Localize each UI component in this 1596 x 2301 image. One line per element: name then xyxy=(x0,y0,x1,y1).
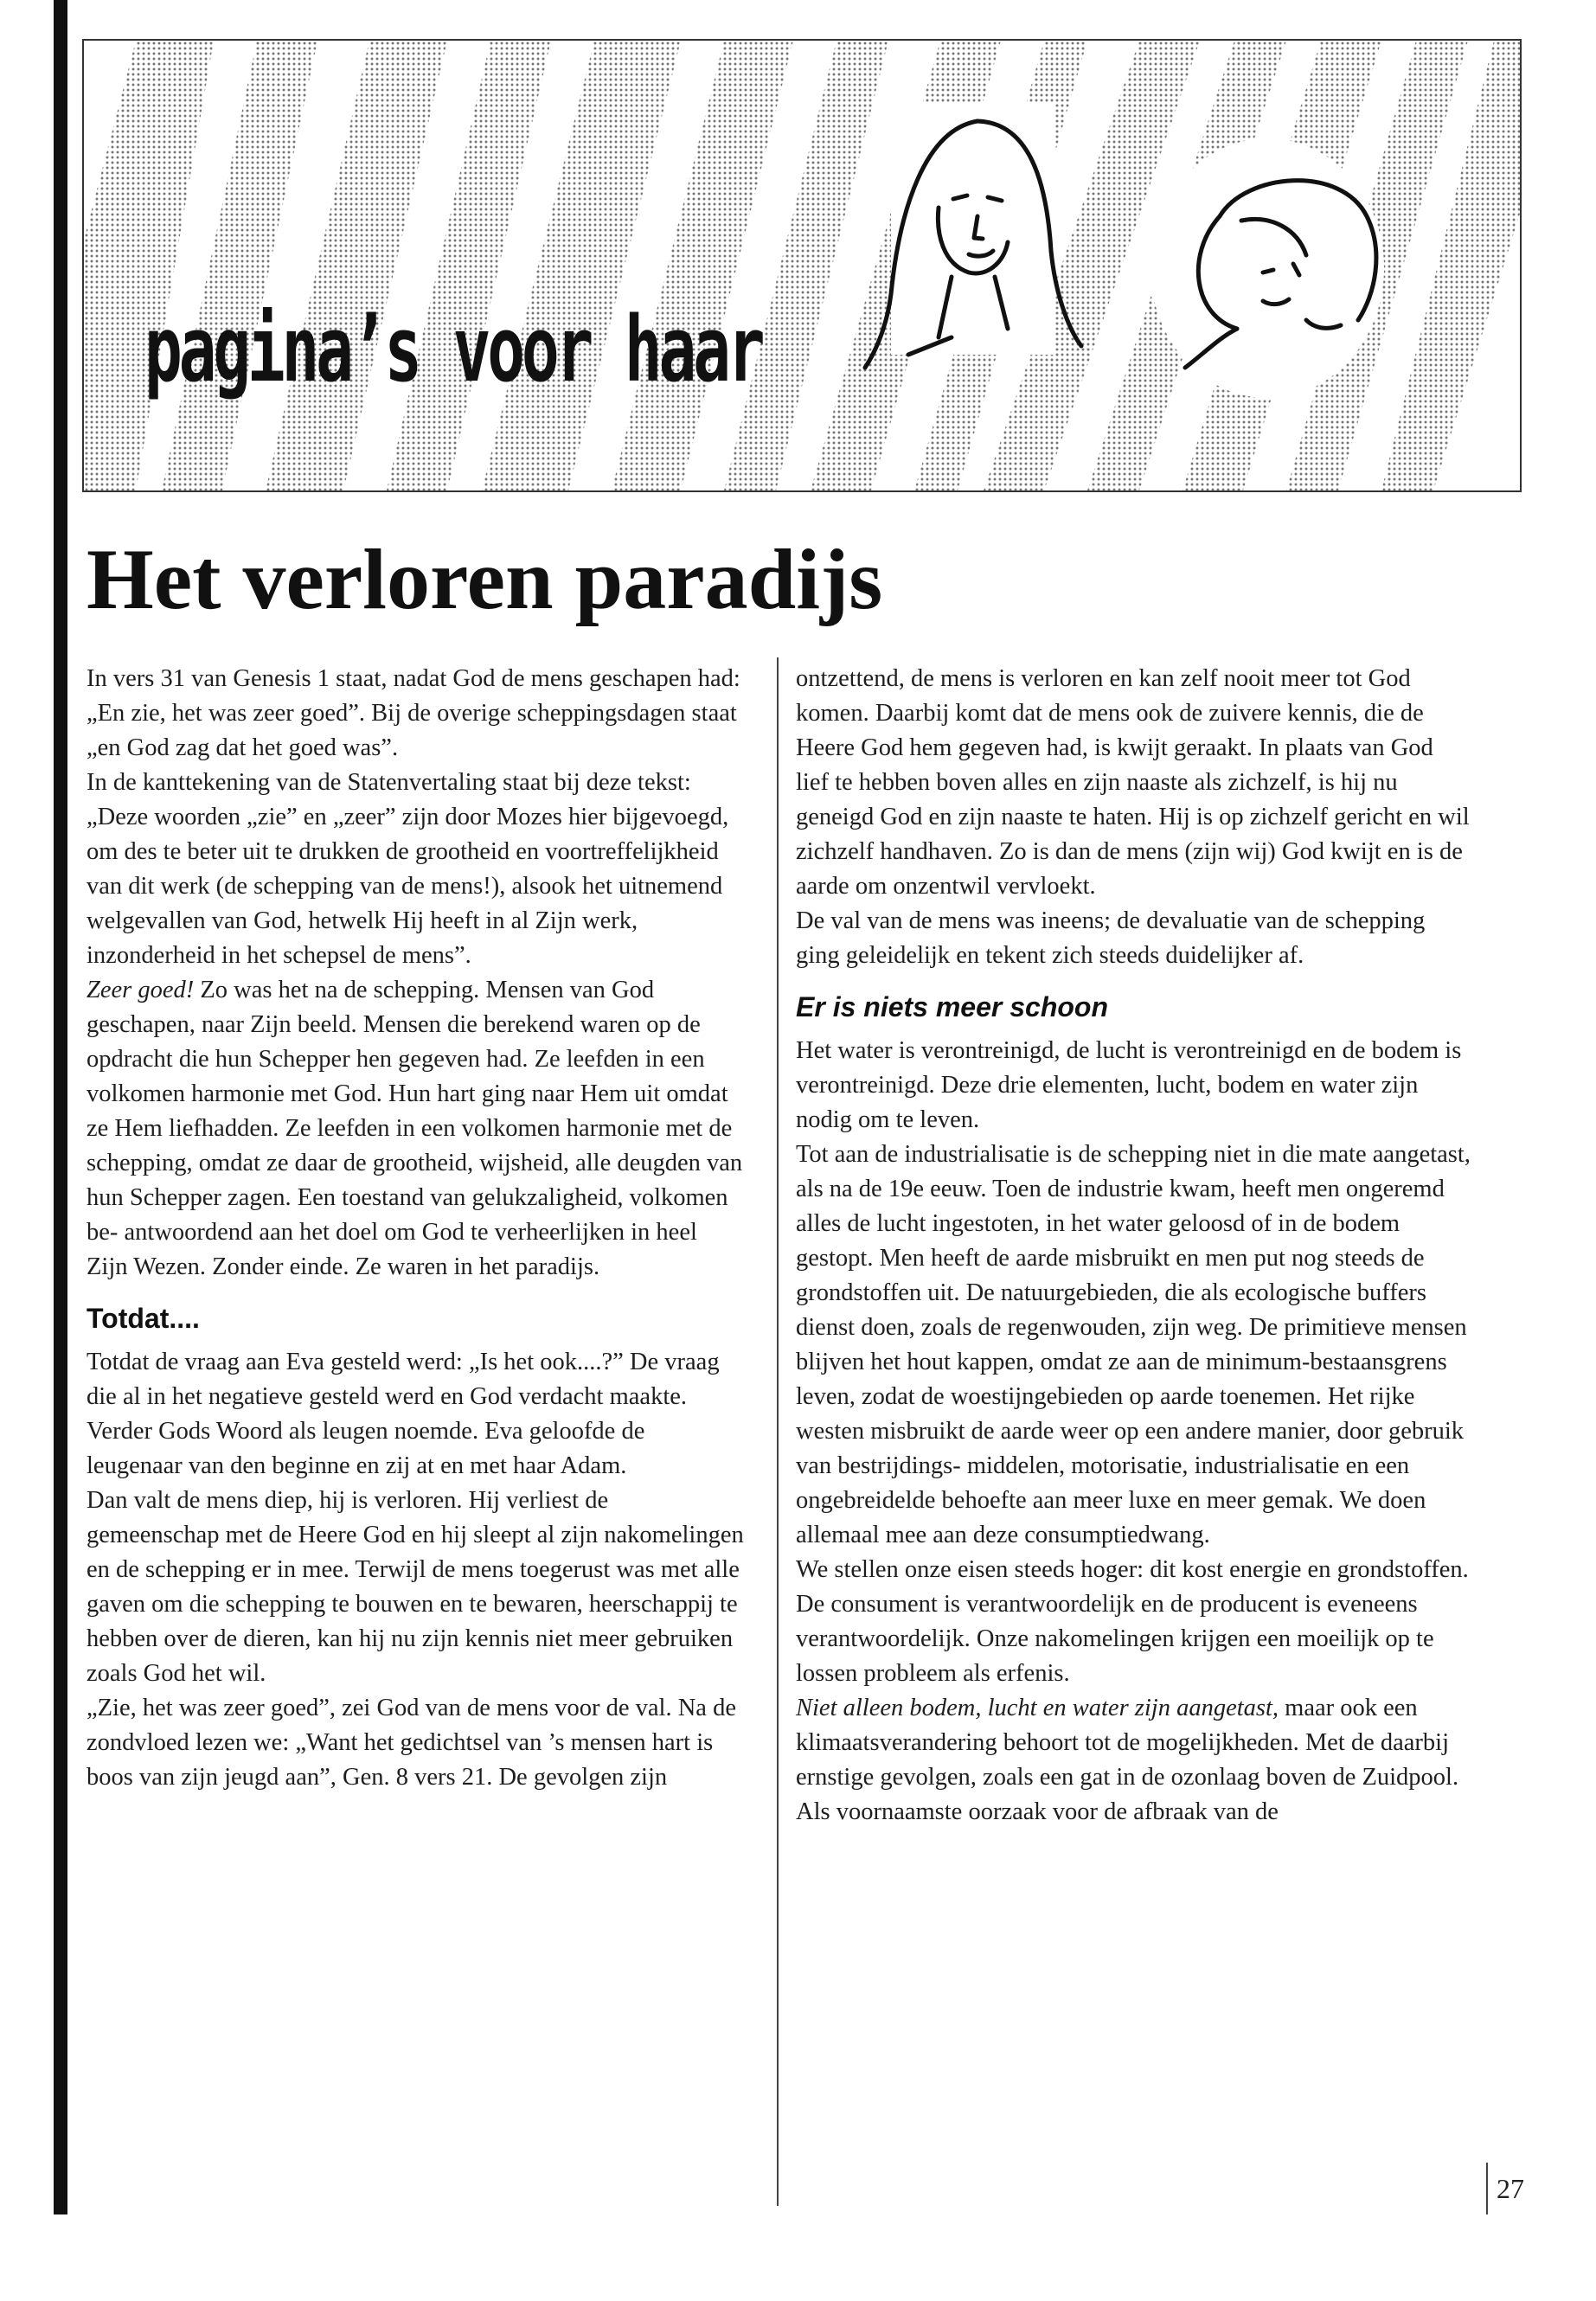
paragraph xyxy=(87,766,744,973)
paragraph xyxy=(87,662,744,766)
paragraph xyxy=(796,662,1471,904)
paragraph-text: ontzettend, de mens is verloren en kan zelf nooit meer tot God komen. Daarbij komt dat de mens ook de zuivere kennis, die de Heere God hem gegeven had, is kwijt geraakt. In plaats van God lief te hebben boven alles en zijn naaste als zichzelf, is hij nu geneigd God en zijn naaste te haten. Hij is op zichzelf gericht en wil zichzelf handhaven. Zo is dan de mens (zijn wij) God kwijt en is de aarde om onzentwil vervloekt. xyxy=(796,665,1470,900)
left-column xyxy=(87,662,744,1795)
paragraph-text: Totdat de vraag aan Eva gesteld werd: „Is het ook....?” De vraag die al in het negatieve gesteld werd en God verdacht maakte. Verder Gods Woord als leugen noemde. Eva geloofde de leugenaar van den beginne en zij at en met haar Adam. xyxy=(87,1349,720,1479)
paragraph xyxy=(796,1138,1471,1553)
column-divider xyxy=(777,657,779,2206)
women-illustration xyxy=(856,69,1462,450)
section-heading: Totdat.... xyxy=(87,1303,200,1334)
paragraph-text: In vers 31 van Genesis 1 staat, nadat God de mens geschapen had: „En zie, het was zeer goed”. Bij de overige scheppingsdagen staat „en God zag dat het goed was”. xyxy=(87,665,740,761)
paragraph-text: „Zie, het was zeer goed”, zei God van de mens voor de val. Na de zondvloed lezen we: „Want het gedichtsel van ’s mensen hart is boos van zijn jeugd aan”, Gen. 8 vers 21. De gevolgen zijn xyxy=(87,1695,736,1791)
paragraph-lead: Zeer goed! xyxy=(87,977,195,1003)
paragraph xyxy=(796,904,1471,973)
right-column xyxy=(796,662,1471,1830)
paragraph-text: Zo was het na de schepping. Mensen van God geschapen, naar Zijn beeld. Mensen die berekend waren op de opdracht die hun Schepper hen gegeven had. Ze leefden in een volkomen harmonie met God. Hun hart ging naar Hem uit omdat ze Hem liefhadden. Ze leefden in een volkomen harmonie met de schepping, omdat ze daar de grootheid, wijsheid, alle deugden van hun Schepper zagen. Een toestand van gelukzaligheid, volkomen be- antwoordend aan het doel om God te verheerlijken in heel Zijn Wezen. Zonder einde. Ze waren in het paradijs. xyxy=(87,977,743,1280)
paragraph-text: De val van de mens was ineens; de devaluatie van de schepping ging geleidelijk en tekent zich steeds duidelijker af. xyxy=(796,907,1426,969)
paragraph-lead: Niet alleen bodem, lucht en water zijn aangetast, xyxy=(796,1695,1279,1721)
paragraph-text: In de kanttekening van de Statenvertaling staat bij deze tekst: „Deze woorden „zie” en „zeer” zijn door Mozes hier bijgevoegd, om des te beter uit te drukken de grootheid en voortreffelijkheid van dit werk (de schepping van de mens!), alsook het uitnemend welgevallen van God, hetwelk Hij heeft in al Zijn werk, inzonderheid in het schepsel de mens”. xyxy=(87,769,729,969)
section-title: pagina’s voor haar xyxy=(144,297,762,402)
section-heading: Er is niets meer schoon xyxy=(796,991,1109,1022)
paragraph xyxy=(87,1345,744,1484)
paragraph xyxy=(796,1691,1471,1830)
paragraph xyxy=(87,1484,744,1691)
paragraph xyxy=(87,973,744,1285)
binding-edge xyxy=(54,0,67,2214)
paragraph xyxy=(796,1034,1471,1138)
paragraph xyxy=(796,1553,1471,1691)
paragraph-text: Dan valt de mens diep, hij is verloren. Hij verliest de gemeenschap met de Heere God en hij sleept al zijn nakomelingen en de schepping er in mee. Terwijl de mens toegerust was met alle gaven om die schepping te bouwen en te bewaren, heerschappij te hebben over de dieren, kan hij nu zijn kennis niet meer gebruiken zoals God het wil. xyxy=(87,1487,744,1687)
paragraph xyxy=(87,1691,744,1795)
page-number-rule xyxy=(1486,2163,1488,2214)
paragraph-text: Het water is verontreinigd, de lucht is verontreinigd en de bodem is verontreinigd. Deze drie elementen, lucht, bodem en water zijn nodig om te leven. xyxy=(796,1037,1462,1133)
paragraph-text: maar ook een klimaatsverandering behoort tot de mogelijkheden. Met de daarbij ernstige gevolgen, zoals een gat in de ozonlaag boven de Zuidpool. Als voornaamste oorzaak voor de afbraak van de xyxy=(796,1695,1459,1825)
paragraph-text: We stellen onze eisen steeds hoger: dit kost energie en grondstoffen. De consument is verantwoordelijk en de producent is eveneens verantwoordelijk. Onze nakomelingen krijgen een moeilijk op te lossen probleem als erfenis. xyxy=(796,1556,1469,1687)
page-number: 27 xyxy=(1497,2173,1524,2204)
paragraph-text: Tot aan de industrialisatie is de schepping niet in die mate aangetast, als na de 19e eeuw. Toen de industrie kwam, heeft men ongeremd alles de lucht ingestoten, in het water geloosd of in de bodem gestopt. Men heeft de aarde misbruikt en men put nog steeds de grondstoffen uit. De natuurgebieden, die als ecologische buffers dienst doen, zoals de regenwouden, zijn weg. De primitieve mensen blijven het hout kappen, omdat ze aan de minimum-bestaansgrens leven, zodat de woestijngebieden op aarde toenemen. Het rijke westen misbruikt de aarde weer op een andere manier, door gebruik van bestrijdings- middelen, motorisatie, industrialisatie en een ongebreidelde behoefte aan meer luxe en meer gemak. We doen allemaal mee aan deze consumptiedwang. xyxy=(796,1141,1471,1548)
article-title: Het verloren paradijs xyxy=(87,531,883,627)
